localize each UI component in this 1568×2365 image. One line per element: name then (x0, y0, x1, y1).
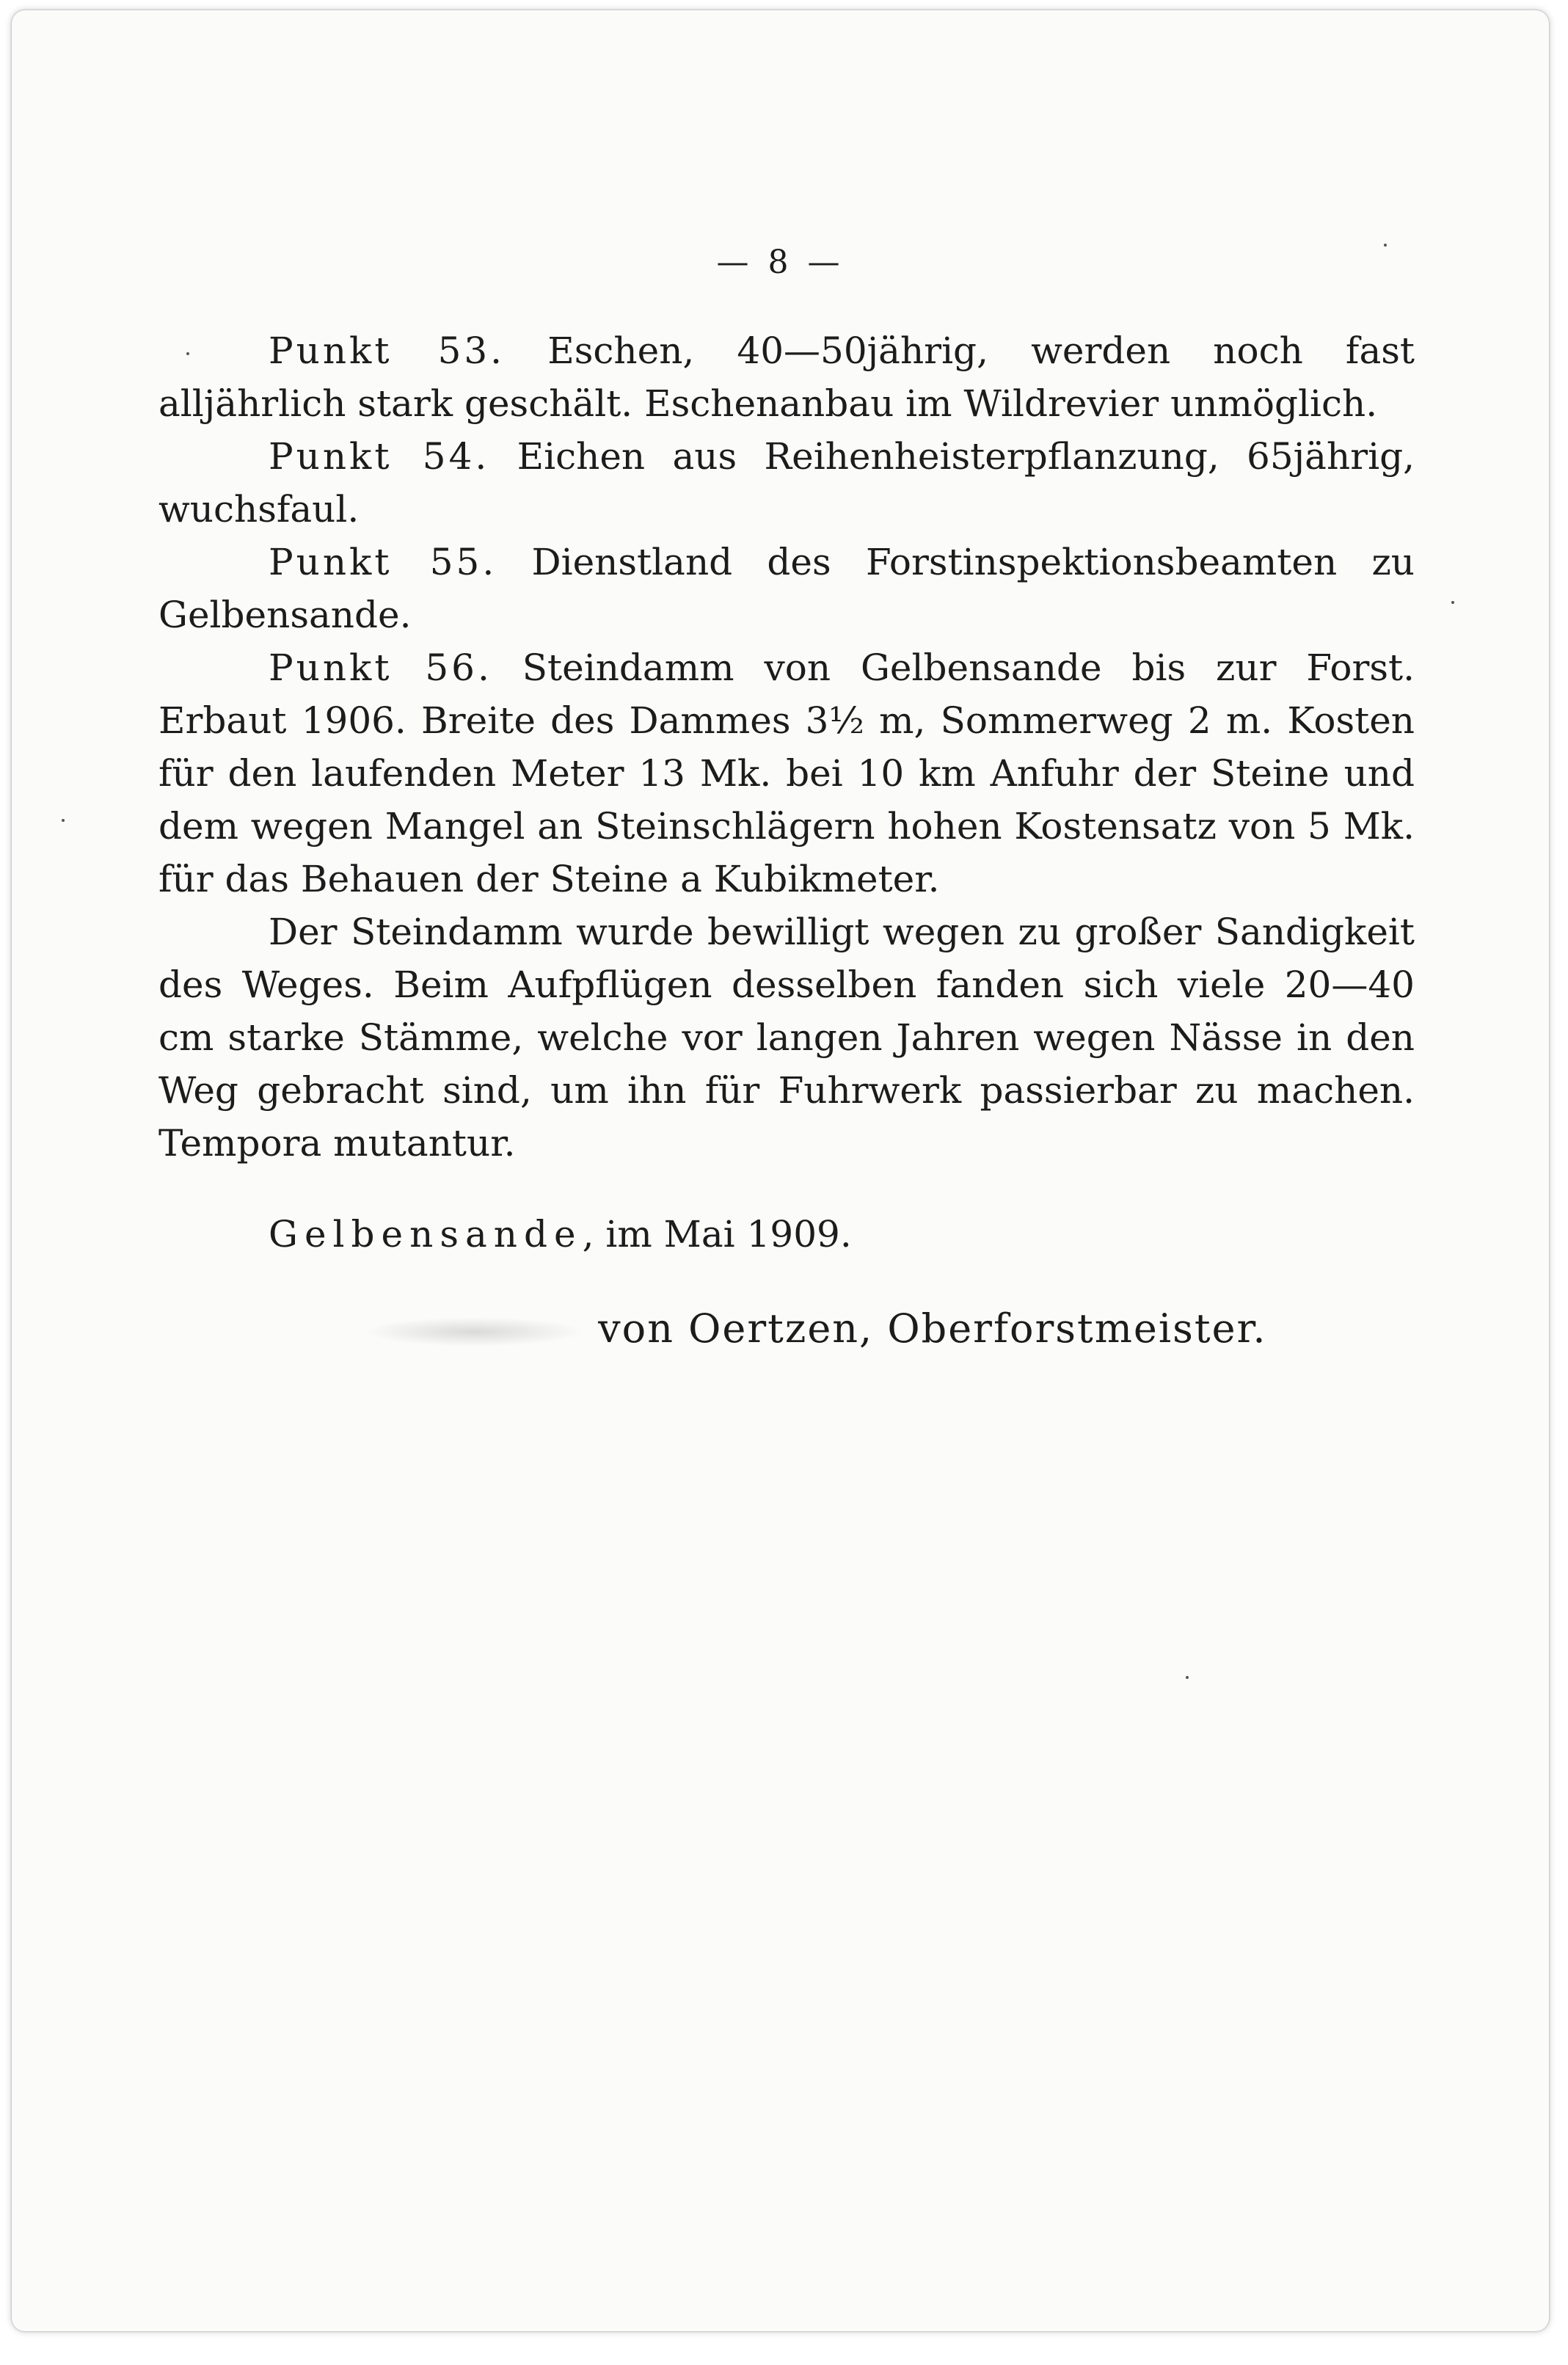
dateline-date: , im Mai 1909. (582, 1213, 852, 1256)
paragraph-text: Eschen, 40—50jährig, werden noch fast alljährlich stark geschält. Eschenanbau im Wildrevier unmöglich. (158, 329, 1415, 425)
scan-speck (1384, 244, 1387, 247)
paragraph-punkt-54 (158, 430, 1415, 536)
punkt-label: Punkt 53. (269, 329, 506, 372)
scan-speck (186, 352, 189, 355)
spacer (158, 1170, 1415, 1208)
punkt-label: Punkt 56. (269, 646, 492, 689)
paragraph-punkt-53 (158, 324, 1415, 430)
signature-text: von Oertzen, Oberforstmeister. (598, 1305, 1267, 1352)
dateline-place: Gelbensande (269, 1213, 583, 1256)
paragraph-text: Steindamm von Gelbensande bis zur Forst. Erbaut 1906. Breite des Dammes 3½ m, Sommerweg 2 m. Kosten für den laufenden Meter 13 Mk. bei 10 km Anfuhr der Steine und dem wegen Mangel an Steinschlägern hohen Kostensatz von 5 Mk. für das Behauen der Steine a Kubikmeter. (158, 646, 1415, 900)
scan-speck (62, 819, 65, 822)
paragraph-text: Dienstland des Forstinspektionsbeamten zu Gelbensande. (158, 541, 1415, 636)
signature (364, 1305, 1267, 1352)
paragraph-punkt-55 (158, 536, 1415, 641)
punkt-label: Punkt 55. (269, 541, 497, 583)
paragraph-text: Eichen aus Reihenheisterpflanzung, 65jährig, wuchsfaul. (158, 435, 1415, 531)
dateline (158, 1208, 1415, 1261)
redacted-signature-mark (364, 1317, 584, 1347)
paragraph-text: Der Steindamm wurde bewilligt wegen zu großer Sandigkeit des Weges. Beim Aufpflügen desselben fanden sich viele 20—40 cm starke Stämme, welche vor langen Jahren wegen Nässe in den Weg gebracht sind, um ihn für Fuhrwerk passierbar zu machen. Tempora mutantur. (158, 911, 1415, 1165)
scan-speck (1186, 1676, 1189, 1679)
scan-speck (1451, 601, 1454, 604)
punkt-label: Punkt 54. (269, 435, 490, 478)
paragraph-steindamm (158, 905, 1415, 1170)
body-text (158, 324, 1415, 1261)
page-number: — 8 — (716, 244, 845, 281)
document-page (12, 10, 1549, 2331)
paragraph-punkt-56 (158, 641, 1415, 905)
